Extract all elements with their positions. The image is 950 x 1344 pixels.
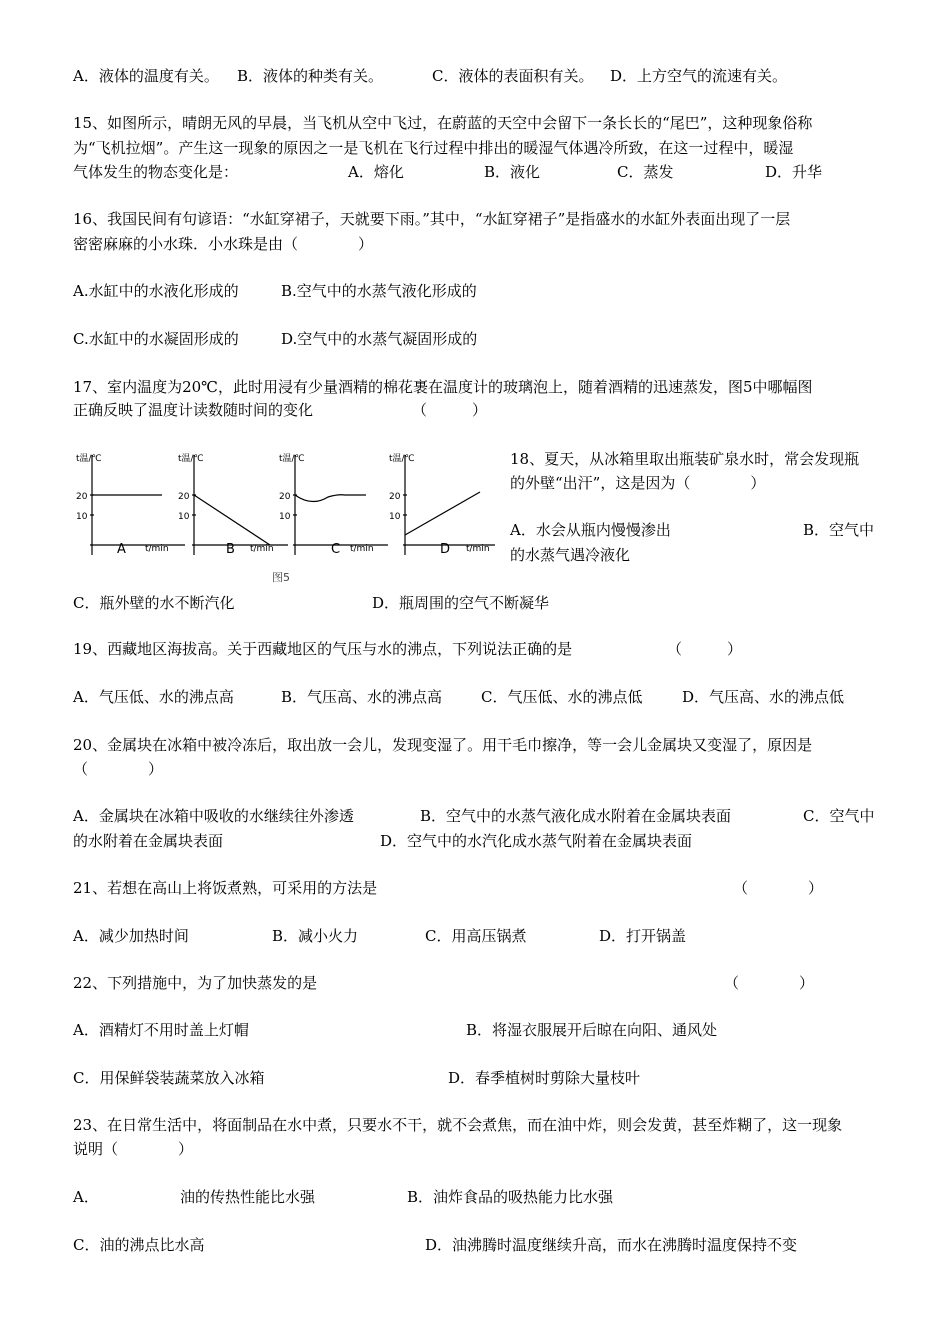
tick-10-c: 10 xyxy=(279,512,291,522)
panel-label-d: D xyxy=(440,542,451,557)
panel-label-a: A xyxy=(117,542,126,557)
q22-stem: 22、下列措施中，为了加快蒸发的是 xyxy=(73,974,318,992)
x-axis-label-b: t/min xyxy=(250,544,274,554)
q15-stem-line2: 为“飞机拉烟”。产生这一现象的原因之一是飞机在飞行过程中排出的暖湿气体遇冷所致，在这一过程中，暖湿 xyxy=(73,139,794,157)
q21-option-c: C．用高压锅煮 xyxy=(425,927,527,945)
q23-stem-line1: 23、在日常生活中，将面制品在水中煮，只要水不干，就不会煮焦，而在油中炸，则会发黄，甚至炸糊了，这一现象 xyxy=(73,1116,843,1134)
y-axis-label-a: t温/℃ xyxy=(76,454,102,464)
figure-5 xyxy=(70,447,500,587)
x-axis-label-a: t/min xyxy=(145,544,169,554)
q15-stem-line1: 15、如图所示，晴朗无风的早晨，当飞机从空中飞过，在蔚蓝的天空中会留下一条长长的“尾巴”，这种现象俗称 xyxy=(73,114,813,132)
q21-answer-bracket: （ ） xyxy=(733,879,824,897)
q23-option-a-label: A． xyxy=(73,1188,99,1206)
q16-option-b: B.空气中的水蒸气液化形成的 xyxy=(281,282,477,300)
tick-20-c: 20 xyxy=(279,492,291,502)
panel-label-b: B xyxy=(226,542,235,557)
q23-option-a-text: 油的传热性能比水强 xyxy=(180,1188,316,1206)
tick-10-d: 10 xyxy=(389,512,401,522)
q15-option-b: B．液化 xyxy=(484,163,541,181)
q19-option-c: C．气压低、水的沸点低 xyxy=(481,688,643,706)
q23-stem-line2: 说明（ ） xyxy=(73,1140,194,1158)
q20-option-c-part2: 的水附着在金属块表面 xyxy=(73,832,224,850)
q21-stem: 21、若想在高山上将饭煮熟，可采用的方法是 xyxy=(73,879,378,897)
q17-stem-line1: 17、室内温度为20℃，此时用浸有少量酒精的棉花裹在温度计的玻璃泡上，随着酒精的迅速蒸发，图5中哪幅图 xyxy=(73,378,813,396)
q17-stem-line2: 正确反映了温度计读数随时间的变化 xyxy=(73,401,314,419)
q20-option-c-part1: C．空气中 xyxy=(803,807,875,825)
x-axis-label-d: t/min xyxy=(466,544,490,554)
tick-20-b: 20 xyxy=(178,492,190,502)
q16-stem-line2: 密密麻麻的小水珠．小水珠是由（ ） xyxy=(73,235,374,253)
q23-option-d: D．油沸腾时温度继续升高，而水在沸腾时温度保持不变 xyxy=(425,1236,798,1254)
q16-option-c: C.水缸中的水凝固形成的 xyxy=(73,330,239,348)
q16-option-d: D.空气中的水蒸气凝固形成的 xyxy=(281,330,478,348)
q22-option-c: C．用保鲜袋装蔬菜放入冰箱 xyxy=(73,1069,265,1087)
tick-10-a: 10 xyxy=(76,512,88,522)
q22-option-a: A．酒精灯不用时盖上灯帽 xyxy=(73,1021,249,1039)
q15-option-c: C．蒸发 xyxy=(617,163,674,181)
q19-option-d: D．气压高、水的沸点低 xyxy=(682,688,845,706)
q18-option-b-part2: 的水蒸气遇冷液化 xyxy=(510,546,631,564)
q21-option-d: D．打开锅盖 xyxy=(599,927,687,945)
tick-20-a: 20 xyxy=(76,492,88,502)
x-axis-label-c: t/min xyxy=(350,544,374,554)
q15-option-a: A．熔化 xyxy=(348,163,404,181)
q23-option-b: B．油炸食品的吸热能力比水强 xyxy=(407,1188,614,1206)
y-axis-label-c: t温/℃ xyxy=(279,454,305,464)
graph-panel-d xyxy=(403,455,495,555)
graph-panel-c xyxy=(293,455,388,555)
graph-panel-b xyxy=(192,455,288,555)
q18-option-c: C．瓶外壁的水不断汽化 xyxy=(73,594,235,612)
q18-option-b-part1: B．空气中 xyxy=(803,521,875,539)
q16-stem-line1: 16、我国民间有句谚语：“水缸穿裙子，天就要下雨。”其中，“水缸穿裙子”是指盛水的水缸外表面出现了一层 xyxy=(73,210,791,228)
tick-20-d: 20 xyxy=(389,492,401,502)
q20-option-d: D．空气中的水汽化成水蒸气附着在金属块表面 xyxy=(380,832,693,850)
q14-option-d: D．上方空气的流速有关。 xyxy=(610,67,788,85)
q20-stem-line2: （ ） xyxy=(73,760,164,778)
q16-option-a: A.水缸中的水液化形成的 xyxy=(73,282,239,300)
q20-option-b: B．空气中的水蒸气液化成水附着在金属块表面 xyxy=(420,807,732,825)
graph-panel-a xyxy=(90,455,185,555)
q14-option-b: B．液体的种类有关。 xyxy=(237,67,384,85)
q18-option-a: A．水会从瓶内慢慢渗出 xyxy=(510,521,671,539)
q22-option-b: B．将湿衣服展开后晾在向阳、通风处 xyxy=(466,1021,718,1039)
figure-caption: 图5 xyxy=(272,571,290,584)
q18-option-d: D．瓶周围的空气不断凝华 xyxy=(372,594,550,612)
q17-answer-bracket: （ ） xyxy=(412,401,488,419)
q19-stem: 19、西藏地区海拔高。关于西藏地区的气压与水的沸点，下列说法正确的是 xyxy=(73,640,573,658)
q23-option-c: C．油的沸点比水高 xyxy=(73,1236,205,1254)
q21-option-a: A．减少加热时间 xyxy=(73,927,189,945)
q19-option-b: B．气压高、水的沸点高 xyxy=(281,688,443,706)
q21-option-b: B．减小火力 xyxy=(272,927,359,945)
q18-stem-line2: 的外壁“出汗”，这是因为（ ） xyxy=(510,474,766,492)
q22-option-d: D．春季植树时剪除大量枝叶 xyxy=(448,1069,641,1087)
q22-answer-bracket: （ ） xyxy=(724,974,815,992)
panel-label-c: C xyxy=(331,542,341,557)
q19-answer-bracket: （ ） xyxy=(667,640,743,658)
q14-option-c: C．液体的表面积有关。 xyxy=(432,67,594,85)
q20-option-a: A．金属块在冰箱中吸收的水继续往外渗透 xyxy=(73,807,354,825)
q15-stem-line3: 气体发生的物态变化是： xyxy=(73,163,239,181)
q19-option-a: A．气压低、水的沸点高 xyxy=(73,688,234,706)
y-axis-label-b: t温/℃ xyxy=(178,454,204,464)
q20-stem-line1: 20、金属块在冰箱中被冷冻后，取出放一会儿，发现变湿了。用干毛巾擦净，等一会儿金属块又变湿了，原因是 xyxy=(73,736,813,754)
tick-10-b: 10 xyxy=(178,512,190,522)
q18-stem-line1: 18、夏天，从冰箱里取出瓶装矿泉水时，常会发现瓶 xyxy=(510,450,860,468)
q14-option-a: A．液体的温度有关。 xyxy=(73,67,219,85)
q15-option-d: D．升华 xyxy=(765,163,823,181)
y-axis-label-d: t温/℃ xyxy=(389,454,415,464)
